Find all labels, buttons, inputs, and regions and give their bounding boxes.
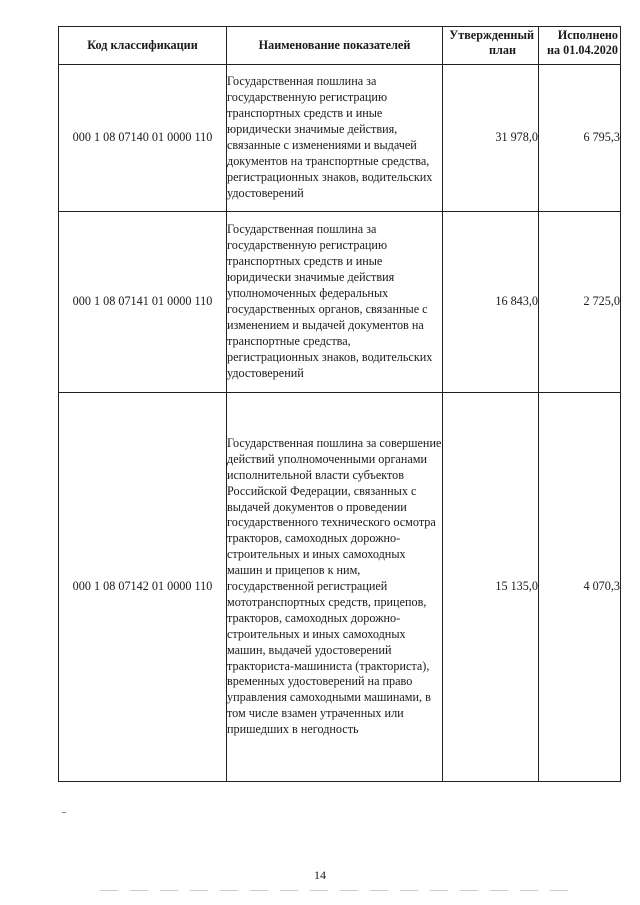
row-name: Государственная пошлина за государственную регистрацию транспортных средств и иные юридически значимые действия уполномоченных федеральных государственных органов, связанные с изменением и выдачей документов на транспортные средства, регистрационных знаков, водительских удостоверений [227,212,443,393]
row-code: 000 1 08 07140 01 0000 110 [59,65,227,212]
row-plan: 31 978,0 [443,65,539,212]
header-code: Код классификации [59,27,227,65]
table-row [59,393,621,782]
scan-artifact-rule [100,890,580,891]
page-number: 14 [314,868,326,882]
table-row [59,212,621,393]
header-plan [443,27,539,65]
scan-mark [62,812,66,813]
header-name: Наименование показателей [227,27,443,65]
budget-table [58,26,621,782]
row-code: 000 1 08 07141 01 0000 110 [59,212,227,393]
row-name: Государственная пошлина за совершение действий уполномоченными органами исполнительной власти субъектов Российской Федерации, связанных с выдачей документов о проведении государственного технического осмотра тракторов, самоходных дорожно-строительных и иных самоходных машин и прицепов к ним, государственной регистрацией мототранспортных средств, прицепов, тракторов, самоходных дорожно-строительных и иных самоходных машин, выдачей удостоверений тракториста-машиниста (тракториста), временных удостоверений на право управления самоходными машинами, в том числе взамен утраченных или пришедших в негодность [227,393,443,782]
row-done: 6 795,3 [539,65,621,212]
table-header-row [59,27,621,65]
header-done [539,27,621,65]
row-plan: 15 135,0 [443,393,539,782]
header-plan-line1: Утвержденный [449,28,534,42]
row-code: 000 1 08 07142 01 0000 110 [59,393,227,782]
row-done: 2 725,0 [539,212,621,393]
row-done: 4 070,3 [539,393,621,782]
header-done-line2: на 01.04.2020 [546,42,618,57]
header-plan-line2: план [489,42,516,57]
row-name: Государственная пошлина за государственную регистрацию транспортных средств и иные юридически значимые действия, связанные с изменениями и выдачей документов на транспортные средства, регистрационных знаков, водительских удостоверений [227,65,443,212]
table-row [59,65,621,212]
header-done-line1: Исполнено [557,28,618,42]
row-plan: 16 843,0 [443,212,539,393]
